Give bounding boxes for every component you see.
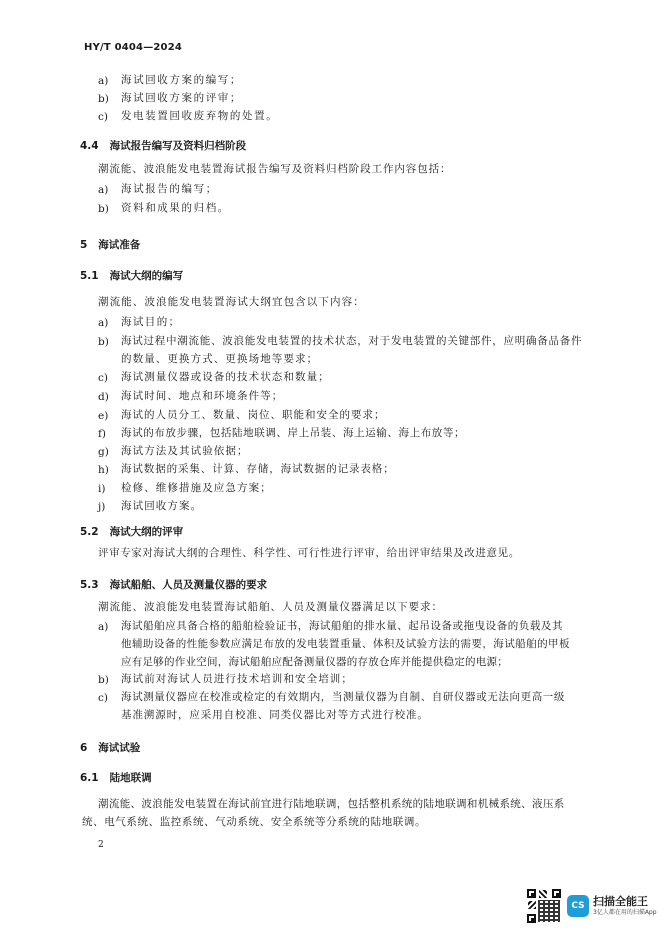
list-item-continuation: 他辅助设备的性能参数应满足布放的发电装置重量、体积及试验方法的需要，海试船舶的甲板 — [121, 638, 570, 650]
list-label: i) — [98, 483, 106, 495]
list-item: 海试前对海试人员进行技术培训和安全培训； — [121, 673, 353, 685]
list-item-continuation: 的数量、更换方式、更换场地等要求； — [121, 353, 319, 365]
list-item: 海试方法及其试验依据； — [121, 445, 249, 457]
scanner-tagline: 3亿人都在用的扫描App — [593, 909, 657, 916]
paragraph-continuation: 统、电气系统、监控系统、气动系统、安全系统等分系统的陆地联调。 — [82, 816, 427, 828]
list-item: 海试数据的采集、计算、存储，海试数据的记录表格； — [121, 463, 395, 475]
list-item: 资料和成果的归档。 — [121, 202, 230, 214]
section-heading: 5.1 海试大纲的编写 — [80, 270, 184, 282]
list-label: a) — [98, 317, 109, 329]
list-item: 检修、维修措施及应急方案； — [121, 482, 272, 494]
list-item: 海试的布放步骤，包括陆地联调、岸上吊装、海上运输、海上布放等； — [121, 427, 466, 439]
paragraph: 潮流能、波浪能发电装置海试报告编写及资料归档阶段工作内容包括： — [98, 163, 452, 175]
list-label: h) — [98, 464, 109, 476]
list-item: 海试测量仪器应在校准或检定的有效期内，当测量仪器为自制、自研仪器或无法向更高一级 — [121, 691, 565, 703]
chapter-heading: 5 海试准备 — [80, 239, 141, 251]
list-label: a) — [98, 621, 109, 633]
list-item: 海试回收方案的评审； — [121, 92, 242, 104]
section-title: 海试大纲的评审 — [109, 526, 184, 538]
list-item: 海试报告的编写； — [121, 183, 218, 195]
list-label: j) — [98, 501, 106, 513]
list-label: b) — [98, 93, 109, 105]
list-item: 海试的人员分工、数量、岗位、职能和安全的要求； — [121, 409, 386, 421]
list-item: 海试回收方案。 — [121, 500, 203, 512]
section-heading: 5.2 海试大纲的评审 — [80, 526, 184, 538]
paragraph: 潮流能、波浪能发电装置海试大纲宜包含以下内容： — [98, 296, 365, 308]
chapter-title: 海试准备 — [98, 239, 141, 251]
scanner-watermark — [527, 888, 657, 924]
paragraph: 评审专家对海试大纲的合理性、科学性、可行性进行评审，给出评审结果及改进意见。 — [98, 547, 520, 559]
qr-code-icon — [527, 889, 561, 923]
section-heading: 4.4 海试报告编写及资料归档阶段 — [80, 140, 247, 152]
list-label: d) — [98, 391, 109, 403]
section-title: 海试报告编写及资料归档阶段 — [109, 140, 247, 152]
list-label: b) — [98, 674, 109, 686]
list-label: c) — [98, 692, 108, 704]
list-label: a) — [98, 75, 109, 87]
list-item: 海试时间、地点和环境条件等； — [121, 390, 284, 402]
page-number: 2 — [98, 840, 104, 850]
list-item: 海试过程中潮流能、波浪能发电装置的技术状态，对于发电装置的关键部件，应明确备品备件 — [121, 335, 583, 347]
list-item: 海试测量仪器或设备的技术状态和数量； — [121, 371, 330, 383]
camscanner-logo-icon: CS — [567, 895, 589, 917]
list-item: 发电装置回收废弃物的处置。 — [121, 110, 279, 122]
list-label: f) — [98, 428, 106, 440]
list-item-continuation: 应有足够的作业空间，海试船舶应配备测量仪器的存放仓库并能提供稳定的电源； — [121, 656, 508, 668]
list-item: 海试船舶应具备合格的船舶检验证书，海试船舶的排水量、起吊设备或拖曳设备的负载及其 — [121, 620, 563, 632]
chapter-title: 海试试验 — [98, 742, 141, 754]
list-label: b) — [98, 203, 109, 215]
list-item: 海试目的； — [121, 316, 181, 328]
list-item: 海试回收方案的编写； — [121, 74, 242, 86]
section-title: 海试船舶、人员及测量仪器的要求 — [109, 579, 268, 591]
list-label: c) — [98, 111, 108, 123]
scanner-app-name: 扫描全能王 — [593, 895, 648, 908]
list-item-continuation: 基准溯源时，应采用自校准、同类仪器比对等方式进行校准。 — [121, 709, 429, 721]
list-label: b) — [98, 336, 109, 348]
list-label: e) — [98, 410, 109, 422]
document-code: HY/T 0404—2024 — [84, 42, 183, 53]
section-title: 陆地联调 — [109, 772, 152, 784]
section-title: 海试大纲的编写 — [109, 270, 184, 282]
paragraph: 潮流能、波浪能发电装置海试船舶、人员及测量仪器满足以下要求： — [98, 601, 443, 613]
section-heading: 5.3 海试船舶、人员及测量仪器的要求 — [80, 579, 268, 591]
list-label: c) — [98, 372, 108, 384]
chapter-heading: 6 海试试验 — [80, 742, 141, 754]
paragraph: 潮流能、波浪能发电装置在海试前宜进行陆地联调，包括整机系统的陆地联调和机械系统、液压系 — [98, 798, 565, 810]
list-label: g) — [98, 446, 109, 458]
list-label: a) — [98, 184, 109, 196]
section-heading: 6.1 陆地联调 — [80, 772, 152, 784]
